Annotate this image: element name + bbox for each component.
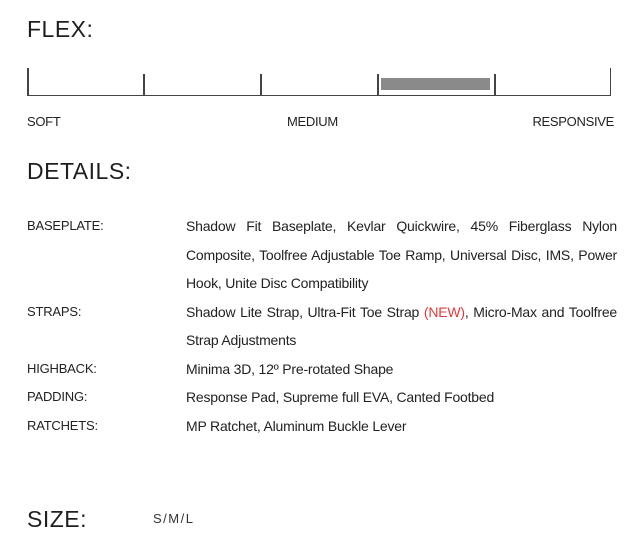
- detail-value: Shadow Fit Baseplate, Kevlar Quickwire, 45% Fiberglass Nylon Composite, Toolfree Adjustable Toe Ramp, Universal Disc, IMS, Power Hook, Unite Disc Compatibility: [186, 218, 617, 291]
- flex-scale: [27, 66, 611, 96]
- flex-label-responsive: RESPONSIVE: [532, 114, 614, 129]
- detail-value: Minima 3D, 12º Pre-rotated Shape: [186, 360, 394, 377]
- details-table: [27, 212, 617, 440]
- flex-scale-tick: [494, 74, 496, 96]
- detail-value-text: , Micro-Max and Toolfree Strap Adjustments: [186, 303, 617, 348]
- flex-scale-tick: [260, 74, 262, 96]
- new-tag: (NEW): [423, 303, 465, 320]
- detail-key: HIGHBACK:: [27, 360, 97, 376]
- detail-row-padding: [27, 383, 617, 412]
- detail-value: [186, 298, 617, 355]
- detail-row-straps: [27, 298, 617, 355]
- flex-scale-tick: [610, 68, 612, 96]
- detail-key: BASEPLATE:: [27, 218, 104, 233]
- flex-scale-tick: [27, 68, 29, 96]
- detail-value: MP Ratchet, Aluminum Buckle Lever: [186, 417, 407, 434]
- size-heading: SIZE:: [27, 506, 88, 532]
- detail-row-baseplate: [27, 212, 617, 298]
- size-value: S/M/L: [153, 511, 195, 526]
- details-heading: DETAILS:: [27, 158, 132, 184]
- detail-value-text: Shadow Lite Strap, Ultra-Fit Toe Strap: [186, 303, 424, 320]
- detail-row-ratchets: [27, 412, 617, 441]
- flex-label-medium: MEDIUM: [287, 114, 338, 129]
- detail-key: PADDING:: [27, 389, 88, 404]
- flex-scale-baseline: [27, 95, 611, 97]
- detail-value: Response Pad, Supreme full EVA, Canted Footbed: [186, 389, 495, 405]
- detail-key: RATCHETS:: [27, 417, 98, 433]
- flex-scale-tick: [377, 74, 379, 96]
- flex-scale-highlight: [381, 78, 490, 90]
- detail-row-highback: [27, 355, 617, 384]
- flex-label-soft: SOFT: [27, 114, 61, 129]
- flex-scale-tick: [143, 74, 145, 96]
- flex-heading: FLEX:: [27, 16, 94, 42]
- detail-key: STRAPS:: [27, 303, 82, 319]
